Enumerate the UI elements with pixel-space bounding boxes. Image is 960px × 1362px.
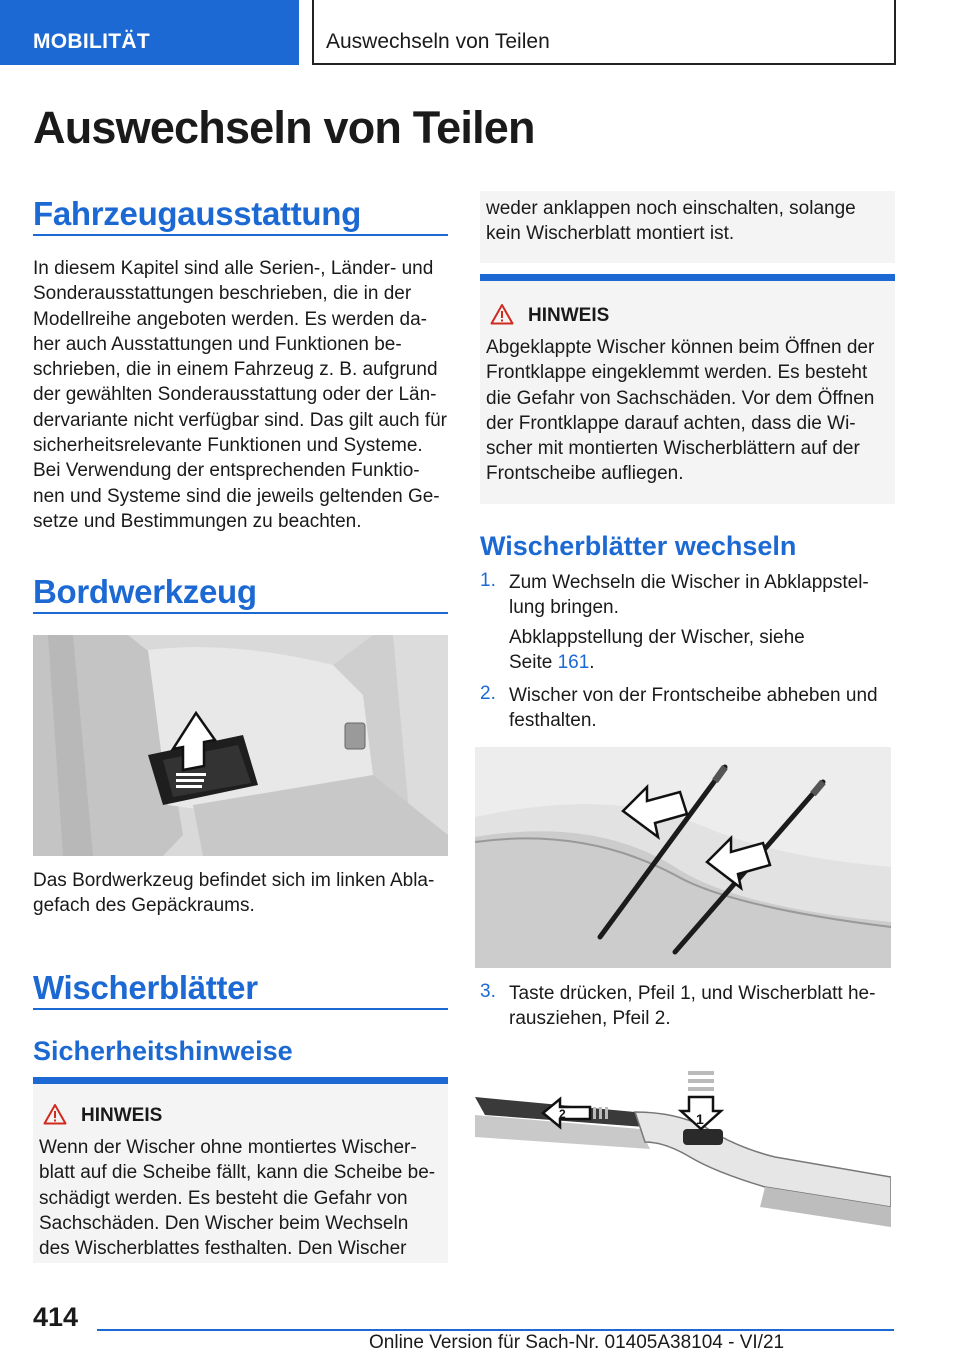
step-text bbox=[509, 981, 894, 1032]
text-line: der gewählten Sonderausstattung oder der Län- bbox=[33, 384, 437, 406]
text-line: der Frontklappe darauf achten, dass die Wi- bbox=[486, 412, 856, 434]
footer-text: Online Version für Sach-Nr. 01405A38104 - VI/21 bbox=[369, 1332, 785, 1353]
text-line: rausziehen, Pfeil 2. bbox=[509, 1008, 671, 1030]
heading-rule bbox=[33, 1008, 448, 1010]
text-line: dervariante nicht verfügbar sind. Das gilt auch für bbox=[33, 409, 447, 431]
notice-box-continued bbox=[480, 191, 895, 263]
heading-rule bbox=[33, 612, 448, 614]
right-column bbox=[480, 0, 895, 1290]
step-number: 1. bbox=[480, 570, 496, 591]
text-line bbox=[509, 650, 894, 675]
step-number: 2. bbox=[480, 683, 496, 704]
text-line: her auch Ausstattungen und Funktionen be- bbox=[33, 333, 402, 355]
text-line: Das Bordwerkzeug befindet sich im linken Abla- bbox=[33, 870, 435, 891]
heading-wischerblaetter: Wischerblätter bbox=[33, 969, 258, 1006]
text-line: In diesem Kapitel sind alle Serien-, Länder- und bbox=[33, 258, 434, 279]
step-number: 3. bbox=[480, 981, 496, 1002]
text-line: Taste drücken, Pfeil 1, und Wischerblatt he- bbox=[509, 983, 876, 1004]
text-line: setze und Bestimmungen zu beachten. bbox=[33, 510, 362, 532]
text-line: Sachschäden. Den Wischer beim Wechseln bbox=[39, 1212, 409, 1234]
text-line: Zum Wechseln die Wischer in Abklappstel- bbox=[509, 572, 869, 593]
warning-triangle-icon bbox=[43, 1103, 67, 1125]
heading-fahrzeugausstattung: Fahrzeugausstattung bbox=[33, 195, 361, 232]
text-line: Sonderausstattungen beschrieben, die in der bbox=[33, 283, 412, 305]
heading-bordwerkzeug: Bordwerkzeug bbox=[33, 573, 257, 610]
text-line: Frontscheibe aufliegen. bbox=[486, 463, 684, 485]
text-line: festhalten. bbox=[509, 710, 597, 732]
warning-triangle-icon bbox=[490, 303, 514, 325]
ref-suffix: . bbox=[589, 652, 595, 674]
notice-box bbox=[33, 1077, 448, 1263]
text-line: Wischer von der Frontscheibe abheben und bbox=[509, 685, 878, 706]
page-number: 414 bbox=[33, 1302, 79, 1332]
text-line: blatt auf die Scheibe fällt, kann die Scheibe be- bbox=[39, 1162, 436, 1184]
text-line: Wenn der Wischer ohne montiertes Wischer- bbox=[39, 1137, 417, 1158]
page-link[interactable]: 161 bbox=[557, 652, 590, 674]
text-line: Frontklappe eingeklemmt werden. Es besteht bbox=[486, 362, 868, 384]
step-text bbox=[509, 570, 894, 621]
text-line: scher mit montierten Wischerblättern auf der bbox=[486, 438, 860, 460]
footer-rule bbox=[97, 1329, 894, 1331]
notice-box bbox=[480, 274, 895, 504]
text-line: Abklappstellung der Wischer, siehe bbox=[509, 627, 805, 648]
heading-sicherheitshinweise: Sicherheitshinweise bbox=[33, 1036, 293, 1066]
text-line: Abgeklappte Wischer können beim Öffnen der bbox=[486, 337, 875, 358]
text-line: gefach des Gepäckraums. bbox=[33, 895, 255, 917]
chapter-label: Auswechseln von Teilen bbox=[326, 30, 550, 53]
text-line: schrieben, die in einem Fahrzeug z. B. aufgrund bbox=[33, 359, 438, 381]
notice-title: HINWEIS bbox=[81, 1105, 163, 1126]
blade-release-illustration bbox=[475, 1057, 891, 1267]
section-label: MOBILITÄT bbox=[33, 30, 151, 53]
figure-label: 1 bbox=[696, 1111, 704, 1127]
text-line: nen und Systeme sind die jeweils geltenden Ge- bbox=[33, 485, 440, 507]
text-line: lung bringen. bbox=[509, 597, 619, 619]
figure-label: 2 bbox=[559, 1107, 566, 1121]
left-column bbox=[33, 0, 448, 1290]
notice-text bbox=[486, 196, 886, 247]
wiper-illustration bbox=[475, 747, 891, 968]
text-line: weder anklappen noch einschalten, solange bbox=[486, 198, 856, 219]
text-line: kein Wischerblatt montiert ist. bbox=[486, 223, 735, 245]
step-reference bbox=[509, 625, 894, 676]
bordwerkzeug-text bbox=[33, 868, 448, 919]
ref-prefix: Seite bbox=[509, 652, 558, 674]
notice-text bbox=[39, 1135, 439, 1261]
text-line: Modellreihe angeboten werden. Es werden da- bbox=[33, 308, 427, 330]
text-line: des Wischerblattes festhalten. Den Wischer bbox=[39, 1238, 407, 1260]
notice-title: HINWEIS bbox=[528, 305, 610, 326]
step-text bbox=[509, 683, 894, 734]
heading-rule bbox=[33, 234, 448, 236]
text-line: Bei Verwendung der entsprechenden Funktio- bbox=[33, 460, 420, 482]
text-line: die Gefahr von Sachschäden. Vor dem Öffnen bbox=[486, 387, 875, 409]
page-title: Auswechseln von Teilen bbox=[33, 102, 535, 153]
trunk-illustration bbox=[33, 635, 448, 856]
notice-text bbox=[486, 335, 886, 487]
notice-bar bbox=[480, 274, 895, 281]
text-line: schädigt werden. Es besteht die Gefahr von bbox=[39, 1187, 408, 1209]
fahrzeugausstattung-text bbox=[33, 256, 448, 534]
text-line: sicherheitsrelevante Funktionen und Systeme. bbox=[33, 435, 423, 457]
notice-bar bbox=[33, 1077, 448, 1084]
heading-wechseln: Wischerblätter wechseln bbox=[480, 531, 797, 561]
